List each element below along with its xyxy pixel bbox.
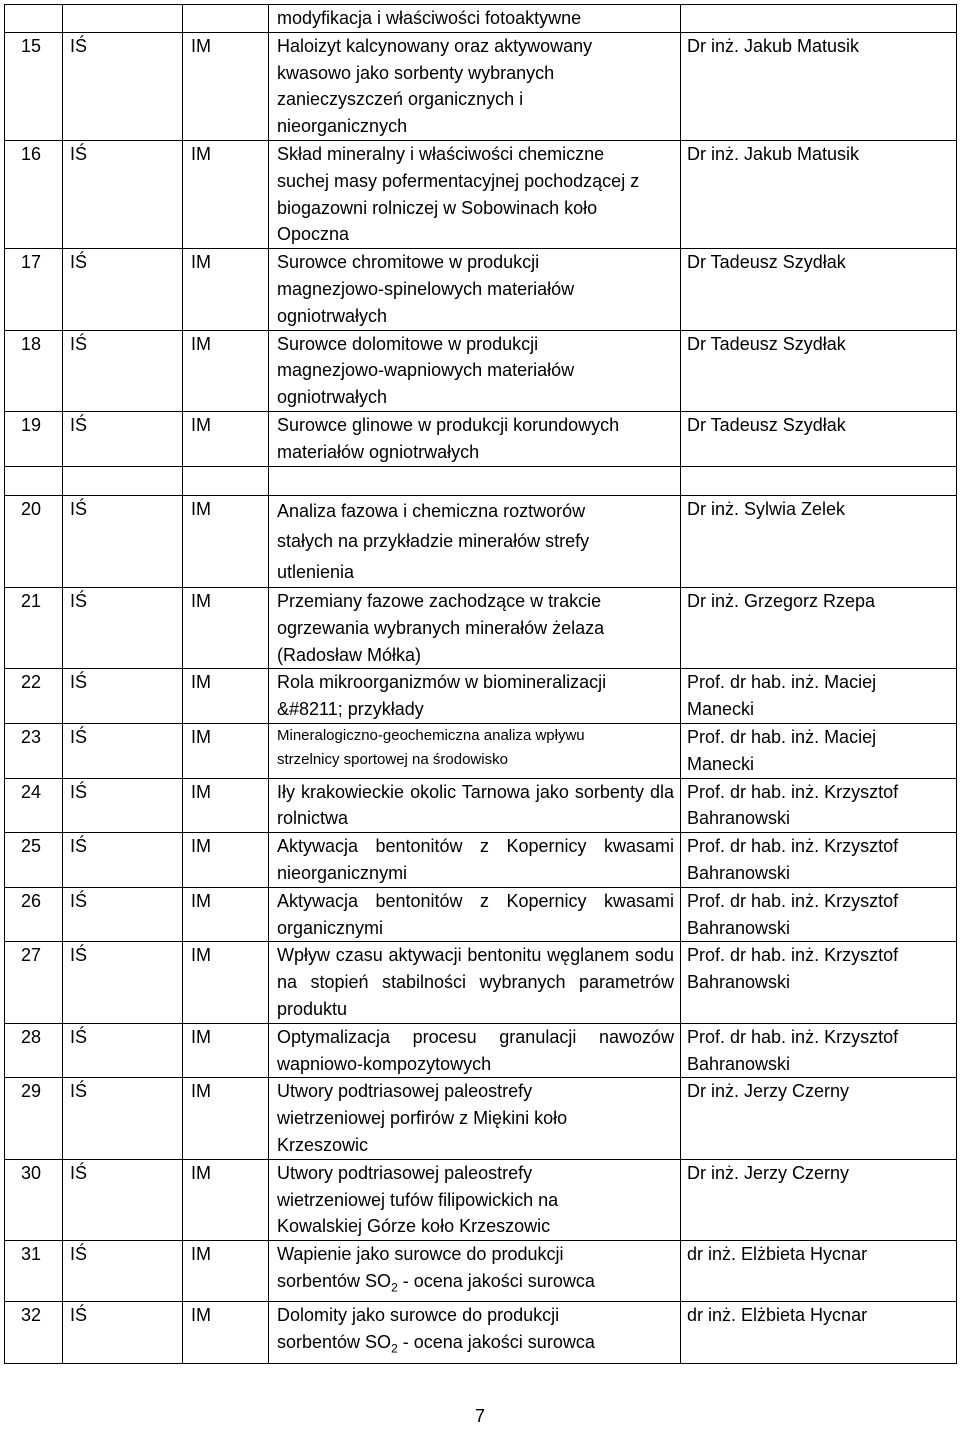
supervisor: Prof. dr hab. inż. Maciej Manecki: [687, 727, 877, 774]
topic-number-cell: [5, 330, 63, 411]
spacer-cell: [183, 466, 269, 495]
topic-type-1: IŚ: [70, 1081, 88, 1102]
topic-title: Rola mikroorganizmów w biomineralizacji &#8211; przykłady: [277, 672, 607, 720]
topic-number: 30: [21, 1162, 42, 1183]
supervisor-cell: [681, 942, 957, 1023]
topic-number-cell: [5, 140, 63, 248]
table-row: [5, 833, 957, 888]
topic-type-1-cell: [63, 724, 183, 779]
topic-title: Utwory podtriasowej paleostrefy wietrzeniowej tufów filipowickich na Kowalskiej Górze koło Krzeszowic: [277, 1162, 559, 1237]
supervisor-cell: [681, 1159, 957, 1240]
supervisor-cell: [681, 669, 957, 724]
topic-title: Surowce glinowe w produkcji korundowych materiałów ogniotrwałych: [277, 414, 620, 462]
topic-number: 32: [21, 1305, 42, 1326]
topic-number: 31: [21, 1244, 42, 1265]
topic-type-2: IM: [191, 890, 211, 911]
table-row: [5, 5, 957, 33]
supervisor-cell: [681, 887, 957, 942]
topic-number: 24: [21, 781, 42, 802]
topic-type-2-cell: [183, 778, 269, 833]
supervisor-cell: [681, 140, 957, 248]
topic-type-2-cell: [183, 1302, 269, 1363]
table-row: [5, 330, 957, 411]
topic-title-part: - ocena jakości surowca: [397, 1270, 595, 1291]
topic-number: 22: [21, 672, 42, 693]
topic-title: Surowce dolomitowe w produkcji magnezjowo-wapniowych materiałów ogniotrwałych: [277, 333, 575, 408]
topic-number-cell: [5, 833, 63, 888]
table-row: [5, 887, 957, 942]
table-row: [5, 249, 957, 330]
topic-title: [277, 1241, 674, 1301]
topic-number-cell: [5, 1302, 63, 1363]
topic-number-cell: [5, 1078, 63, 1159]
topic-type-1-cell: [63, 833, 183, 888]
table-row: [5, 411, 957, 466]
topic-title-cell: [269, 1241, 681, 1302]
topic-type-1: IŚ: [70, 1162, 88, 1183]
topic-type-2: IM: [191, 1162, 211, 1183]
topic-title: Skład mineralny i właściwości chemiczne suchej masy pofermentacyjnej pochodzącej z biogazowni rolniczej w Sobowinach koło Opoczna: [277, 143, 640, 245]
topic-type-2-cell: [183, 833, 269, 888]
topic-number: 29: [21, 1081, 42, 1102]
supervisor-cell: [681, 249, 957, 330]
topic-type-2: IM: [191, 945, 211, 966]
supervisor-cell: [681, 1302, 957, 1363]
topic-type-2: IM: [191, 414, 211, 435]
topic-type-1: IŚ: [70, 414, 88, 435]
supervisor: Dr Tadeusz Szydłak: [687, 414, 846, 435]
topic-type-2-cell: [183, 5, 269, 33]
topic-number-cell: [5, 32, 63, 140]
table-row: [5, 1078, 957, 1159]
supervisor: dr inż. Elżbieta Hycnar: [687, 1305, 868, 1326]
table-row: [5, 588, 957, 669]
table-row: [5, 1302, 957, 1363]
supervisor-cell: [681, 32, 957, 140]
topic-number-cell: [5, 495, 63, 588]
table-row: [5, 32, 957, 140]
topic-title-part: - ocena jakości surowca: [397, 1332, 595, 1353]
topic-number: 19: [21, 414, 42, 435]
topic-title-cell: [269, 724, 681, 779]
topic-number: 23: [21, 727, 42, 748]
supervisor: Prof. dr hab. inż. Krzysztof Bahranowski: [687, 945, 899, 993]
topic-title-cell: [269, 1302, 681, 1363]
topic-title-cell: [269, 778, 681, 833]
supervisor: Dr inż. Jerzy Czerny: [687, 1081, 850, 1102]
topic-title-cell: [269, 1159, 681, 1240]
spacer-cell: [269, 466, 681, 495]
topic-type-2: IM: [191, 35, 211, 56]
topic-type-2: IM: [191, 591, 211, 612]
topic-type-1: IŚ: [70, 252, 88, 273]
topic-type-1: IŚ: [70, 1026, 88, 1047]
topic-title: Iły krakowieckie okolic Tarnowa jako sorbenty dla rolnictwa: [277, 781, 674, 829]
table-row: [5, 1241, 957, 1302]
topic-title-part: Wapienie jako surowce do produkcji sorbentów SO: [277, 1244, 564, 1291]
topic-type-2: IM: [191, 1305, 211, 1326]
supervisor: Dr inż. Jerzy Czerny: [687, 1162, 850, 1183]
subscript: 2: [391, 1341, 398, 1356]
supervisor-cell: [681, 1078, 957, 1159]
topics-table: [4, 4, 957, 1364]
topic-type-1: IŚ: [70, 143, 88, 164]
supervisor-cell: [681, 495, 957, 588]
supervisor: Dr inż. Jakub Matusik: [687, 35, 860, 56]
topic-type-1-cell: [63, 669, 183, 724]
topic-title: Mineralogiczno-geochemiczna analiza wpływu strzelnicy sportowej na środowisko: [277, 727, 585, 769]
topic-number: 20: [21, 498, 42, 519]
topic-title: Aktywacja bentonitów z Kopernicy kwasami nieorganicznymi: [277, 836, 674, 884]
topic-title: Wpływ czasu aktywacji bentonitu węglanem sodu na stopień stabilności wybranych parametrów produktu: [277, 945, 674, 1019]
topic-type-1-cell: [63, 495, 183, 588]
table-row: [5, 778, 957, 833]
topic-number: 17: [21, 252, 42, 273]
topic-type-2: IM: [191, 1244, 211, 1265]
topic-type-1-cell: [63, 1159, 183, 1240]
topic-type-2-cell: [183, 495, 269, 588]
supervisor-cell: [681, 411, 957, 466]
topic-type-2: IM: [191, 252, 211, 273]
topic-type-2-cell: [183, 669, 269, 724]
topic-type-2-cell: [183, 140, 269, 248]
topic-title-cell: [269, 588, 681, 669]
topic-type-2: IM: [191, 498, 211, 519]
topic-type-2-cell: [183, 330, 269, 411]
topic-type-1-cell: [63, 140, 183, 248]
topic-number-cell: [5, 1159, 63, 1240]
topic-type-1: IŚ: [70, 890, 88, 911]
supervisor: dr inż. Elżbieta Hycnar: [687, 1244, 868, 1265]
topic-type-2: IM: [191, 672, 211, 693]
topic-title: Utwory podtriasowej paleostrefy wietrzeniowej porfirów z Miękini koło Krzeszowic: [277, 1081, 568, 1155]
topic-title-cell: [269, 495, 681, 588]
topic-title-cell: [269, 330, 681, 411]
topic-number-cell: [5, 5, 63, 33]
supervisor: Prof. dr hab. inż. Maciej Manecki: [687, 672, 877, 720]
topic-title: Analiza fazowa i chemiczna roztworów stałych na przykładzie minerałów strefy utlenienia: [277, 500, 590, 582]
table-row: [5, 495, 957, 588]
topic-title: Optymalizacja procesu granulacji nawozów wapniowo-kompozytowych: [277, 1026, 674, 1074]
topic-number: 16: [21, 143, 42, 164]
supervisor: Dr Tadeusz Szydłak: [687, 333, 846, 354]
supervisor-cell: [681, 5, 957, 33]
topic-type-1-cell: [63, 411, 183, 466]
supervisor-cell: [681, 724, 957, 779]
topic-number: 27: [21, 945, 42, 966]
table-row: [5, 1023, 957, 1078]
topic-type-2-cell: [183, 588, 269, 669]
topic-type-1-cell: [63, 588, 183, 669]
topic-type-2: IM: [191, 1026, 211, 1047]
topic-type-1: IŚ: [70, 498, 88, 519]
supervisor: Dr Tadeusz Szydłak: [687, 252, 846, 273]
topic-type-1: IŚ: [70, 591, 88, 612]
topic-type-2-cell: [183, 724, 269, 779]
table-row: [5, 942, 957, 1023]
topic-type-2-cell: [183, 1241, 269, 1302]
topic-number-cell: [5, 669, 63, 724]
topic-type-1-cell: [63, 1302, 183, 1363]
topic-type-1: IŚ: [70, 672, 88, 693]
topic-number: 28: [21, 1026, 42, 1047]
table-row: [5, 1159, 957, 1240]
topic-title: Surowce chromitowe w produkcji magnezjowo-spinelowych materiałów ogniotrwałych: [277, 252, 575, 326]
supervisor: Dr inż. Jakub Matusik: [687, 143, 860, 164]
topic-type-2-cell: [183, 1023, 269, 1078]
supervisor-cell: [681, 833, 957, 888]
topic-type-1: IŚ: [70, 1305, 88, 1326]
table-row: [5, 669, 957, 724]
spacer-row: [5, 466, 957, 495]
spacer-cell: [5, 466, 63, 495]
topic-type-1-cell: [63, 5, 183, 33]
topic-type-1: IŚ: [70, 836, 88, 857]
table-row: [5, 140, 957, 248]
topic-number-cell: [5, 1241, 63, 1302]
topic-type-1: IŚ: [70, 333, 88, 354]
supervisor-cell: [681, 1241, 957, 1302]
topic-title: Haloizyt kalcynowany oraz aktywowany kwasowo jako sorbenty wybranych zanieczyszczeń organicznych i nieorganicznych: [277, 35, 593, 137]
topic-type-1-cell: [63, 249, 183, 330]
page-number: 7: [474, 1406, 485, 1426]
supervisor: Prof. dr hab. inż. Krzysztof Bahranowski: [687, 890, 899, 938]
topic-title: [277, 1302, 674, 1362]
spacer-cell: [63, 466, 183, 495]
table-row: [5, 724, 957, 779]
topic-type-1: IŚ: [70, 945, 88, 966]
topic-number-cell: [5, 778, 63, 833]
topic-title: Aktywacja bentonitów z Kopernicy kwasami organicznymi: [277, 890, 674, 938]
topic-type-2-cell: [183, 1159, 269, 1240]
topic-type-1-cell: [63, 942, 183, 1023]
topic-type-2-cell: [183, 411, 269, 466]
spacer-cell: [681, 466, 957, 495]
topic-type-1: IŚ: [70, 727, 88, 748]
topic-title-cell: [269, 411, 681, 466]
topic-number-cell: [5, 1023, 63, 1078]
topic-type-2-cell: [183, 1078, 269, 1159]
topic-title-cell: [269, 1023, 681, 1078]
topic-number-cell: [5, 724, 63, 779]
subscript: 2: [391, 1280, 398, 1295]
supervisor: Dr inż. Grzegorz Rzepa: [687, 591, 876, 612]
topic-number: 25: [21, 836, 42, 857]
topic-number-cell: [5, 411, 63, 466]
supervisor-cell: [681, 1023, 957, 1078]
topic-type-1-cell: [63, 330, 183, 411]
topic-type-1: IŚ: [70, 35, 88, 56]
topic-type-2: IM: [191, 1081, 211, 1102]
topic-title-cell: [269, 249, 681, 330]
topic-title-cell: [269, 833, 681, 888]
supervisor: Prof. dr hab. inż. Krzysztof Bahranowski: [687, 781, 899, 829]
topic-type-1-cell: [63, 887, 183, 942]
supervisor-cell: [681, 778, 957, 833]
topic-number-cell: [5, 887, 63, 942]
supervisor: Prof. dr hab. inż. Krzysztof Bahranowski: [687, 836, 899, 884]
topic-type-2-cell: [183, 942, 269, 1023]
topic-title-part: Dolomity jako surowce do produkcji sorbentów SO: [277, 1305, 560, 1353]
topic-number: 26: [21, 890, 42, 911]
topic-type-1-cell: [63, 778, 183, 833]
topic-title-cell: [269, 32, 681, 140]
topic-type-2: IM: [191, 836, 211, 857]
topic-title-cell: [269, 669, 681, 724]
topic-type-1-cell: [63, 32, 183, 140]
topic-type-2-cell: [183, 887, 269, 942]
topic-type-1: IŚ: [70, 781, 88, 802]
topic-title-cell: [269, 942, 681, 1023]
topic-title-cell: [269, 140, 681, 248]
topic-number: 21: [21, 591, 42, 612]
topic-type-1-cell: [63, 1241, 183, 1302]
topic-type-1-cell: [63, 1023, 183, 1078]
topic-title-cell: [269, 887, 681, 942]
topic-title-cell: [269, 5, 681, 33]
topic-number-cell: [5, 588, 63, 669]
topic-type-2: IM: [191, 781, 211, 802]
supervisor: Dr inż. Sylwia Zelek: [687, 498, 846, 519]
supervisor: Prof. dr hab. inż. Krzysztof Bahranowski: [687, 1026, 899, 1074]
topic-type-2: IM: [191, 727, 211, 748]
topic-type-2-cell: [183, 32, 269, 140]
topic-type-2-cell: [183, 249, 269, 330]
topic-number-cell: [5, 249, 63, 330]
topic-number: 15: [21, 35, 42, 56]
topic-type-2: IM: [191, 143, 211, 164]
topic-type-1-cell: [63, 1078, 183, 1159]
topic-title: Przemiany fazowe zachodzące w trakcie ogrzewania wybranych minerałów żelaza (Radosław Mółka): [277, 591, 605, 665]
topic-title-cell: [269, 1078, 681, 1159]
topic-title: modyfikacja i właściwości fotoaktywne: [277, 8, 582, 28]
topic-number: 18: [21, 333, 42, 354]
supervisor-cell: [681, 588, 957, 669]
supervisor-cell: [681, 330, 957, 411]
topic-type-1: IŚ: [70, 1244, 88, 1265]
topic-type-2: IM: [191, 333, 211, 354]
topic-number-cell: [5, 942, 63, 1023]
